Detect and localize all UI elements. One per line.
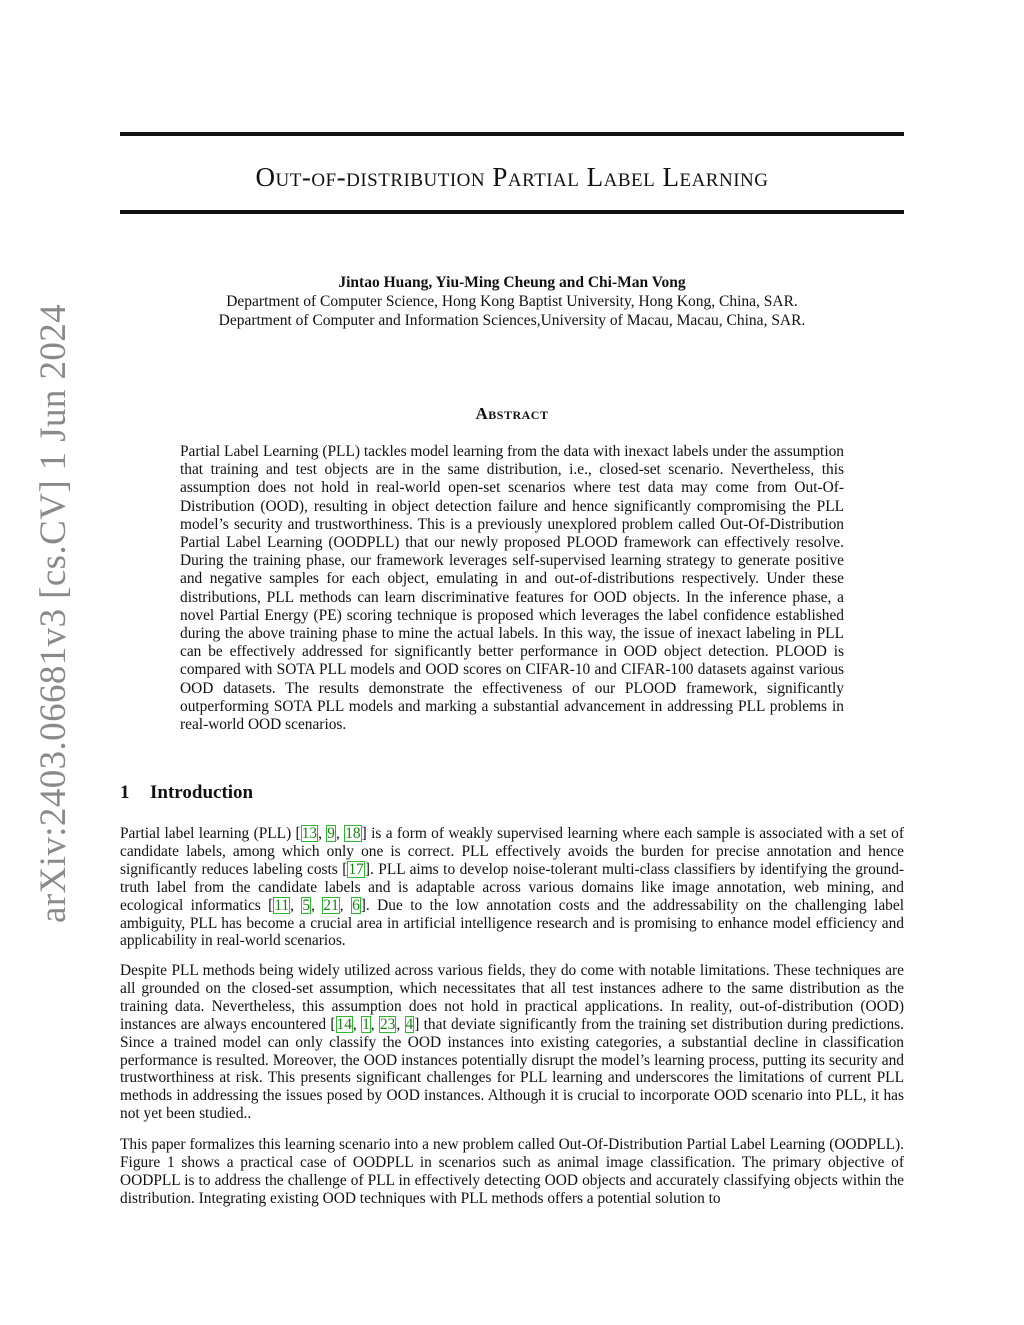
intro-paragraph-2 bbox=[120, 962, 904, 1123]
text-run: ]. PLL aims to develop noise-tolerant multi-class classifiers by identifying the ground-truth label from the candidate labels and is adaptable across various domains like image annotation, web mining, and ecological informatics [ bbox=[120, 860, 905, 914]
text-run: ]. Due to the low annotation costs and the addressability on the challenging label ambiguity, PLL has become a crucial area in artificial intelligence research and is promising to enhance model efficiency and applicability in real-world scenarios. bbox=[120, 896, 904, 950]
citation-link[interactable]: 21 bbox=[323, 896, 339, 914]
abstract-text: Partial Label Learning (PLL) tackles model learning from the data with inexact labels under the assumption that training and test objects are in the same distribution, i.e., closed-set scenario. Nevertheless, this assumption does not hold in real-world open-set scenarios where test data may come from Out-Of-Distribution (OOD), resulting in object detection failure and hence significantly compromising the PLL model’s security and trustworthiness. This is a previously unexplored problem called Out-Of-Distribution Partial Label Learning (OODPLL) that our newly proposed PLOOD framework can effectively resolve. During the training phase, our framework leverages self-supervised learning strategy to generate positive and negative samples for each object, emulating in and out-of-distributions respectively. Under these distributions, PLL methods can learn discriminative features for OOD objects. In the inference phase, a novel Partial Energy (PE) scoring technique is proposed which leverages the label confidence established during the above training phase to mine the actual labels. In this way, the issue of inexact labeling in PLL can be effectively addressed for significantly better performance in OOD object detection. PLOOD is compared with SOTA PLL models and OOD scores on CIFAR-10 and CIFAR-100 datasets against various OOD datasets. The results demonstrate the effectiveness of our PLOOD framework, significantly outperforming SOTA PLL models and marking a substantial advancement in addressing PLL problems in real-world OOD scenarios. bbox=[180, 443, 844, 734]
author-block bbox=[120, 273, 904, 330]
text-run: Despite PLL methods being widely utilized across various fields, they do come with notable limitations. These techniques are all grounded on the closed-set assumption, which necessitates that all test instances adhere to the same distribution as the training data. Nevertheless, this assumption does not hold in practical applications. In reality, out-of-distribution (OOD) instances are always encountered [ bbox=[120, 962, 904, 1033]
citation-link[interactable]: 5 bbox=[302, 896, 311, 914]
paper-title: Out-of-distribution Partial Label Learning bbox=[255, 162, 769, 192]
citation-link[interactable]: 1 bbox=[362, 1015, 370, 1033]
citation-group: 11, 5, 21, 6 bbox=[274, 896, 360, 914]
citation-group: 13, 9, 18 bbox=[301, 825, 361, 842]
section-number: 1 bbox=[120, 782, 130, 803]
affiliation-2: Department of Computer and Information Sciences,University of Macau, Macau, China, SAR. bbox=[218, 312, 806, 329]
author-names: Jintao Huang, Yiu-Ming Cheung and Chi-Man Vong bbox=[338, 274, 686, 291]
intro-paragraph-1 bbox=[120, 825, 904, 950]
citation-link[interactable]: 4 bbox=[405, 1015, 414, 1033]
citation-group bbox=[347, 861, 364, 878]
citation-link[interactable]: 6 bbox=[352, 896, 360, 914]
abstract-heading: Abstract bbox=[475, 404, 549, 423]
title-rule-top bbox=[120, 132, 904, 136]
text-run: Partial label learning (PLL) [ bbox=[120, 825, 301, 842]
section-title: Introduction bbox=[150, 782, 254, 803]
text-run: ] is a form of weakly supervised learning where each sample is associated with a set of candidate labels, among which only one is correct. PLL effectively avoids the burden for precise annotation and hence significantly reduces labeling costs [ bbox=[120, 825, 905, 878]
section-heading-introduction bbox=[120, 782, 253, 804]
citation-link[interactable]: 11 bbox=[274, 896, 290, 914]
citation-group: 14, 1, 23, 4 bbox=[336, 1015, 414, 1033]
title-rule-bottom bbox=[120, 210, 904, 214]
citation-link[interactable]: 23 bbox=[379, 1015, 396, 1033]
affiliation-1: Department of Computer Science, Hong Kong Baptist University, Hong Kong, China, SAR. bbox=[226, 293, 798, 310]
citation-link[interactable]: 13 bbox=[301, 825, 318, 842]
citation-link[interactable]: 18 bbox=[345, 825, 361, 842]
arxiv-sidebar-stamp: arXiv:2403.06681v3 [cs.CV] 1 Jun 2024 bbox=[33, 303, 74, 923]
text-run: ] that deviate significantly from the training set distribution during predictions. Since a trained model can only classify the OOD instances into existing categories, a substantial decline in classification performance is resulted. Moreover, the OOD instances potentially disrupt the model’s learning process, putting its security and trustworthiness at risk. This presents significant challenges for PLL learning and underscores the limitations of current PLL methods in addressing the issues posed by OOD instances. Although it is crucial to incorporate OOD scenario into PLL, it has not yet been studied.. bbox=[120, 1015, 904, 1123]
citation-link[interactable]: 14 bbox=[336, 1015, 352, 1033]
intro-paragraph-3: This paper formalizes this learning scenario into a new problem called Out-Of-Distribution Partial Label Learning (OODPLL). Figure 1 shows a practical case of OODPLL in scenarios such as animal image classification. The primary objective of OODPLL is to address the challenge of PLL in effectively detecting OOD objects and accurately classifying objects within the distribution. Integrating existing OOD techniques with PLL methods offers a potential solution to bbox=[120, 1136, 904, 1207]
citation-link[interactable]: 9 bbox=[327, 825, 335, 842]
citation-link[interactable]: 17 bbox=[348, 860, 364, 878]
